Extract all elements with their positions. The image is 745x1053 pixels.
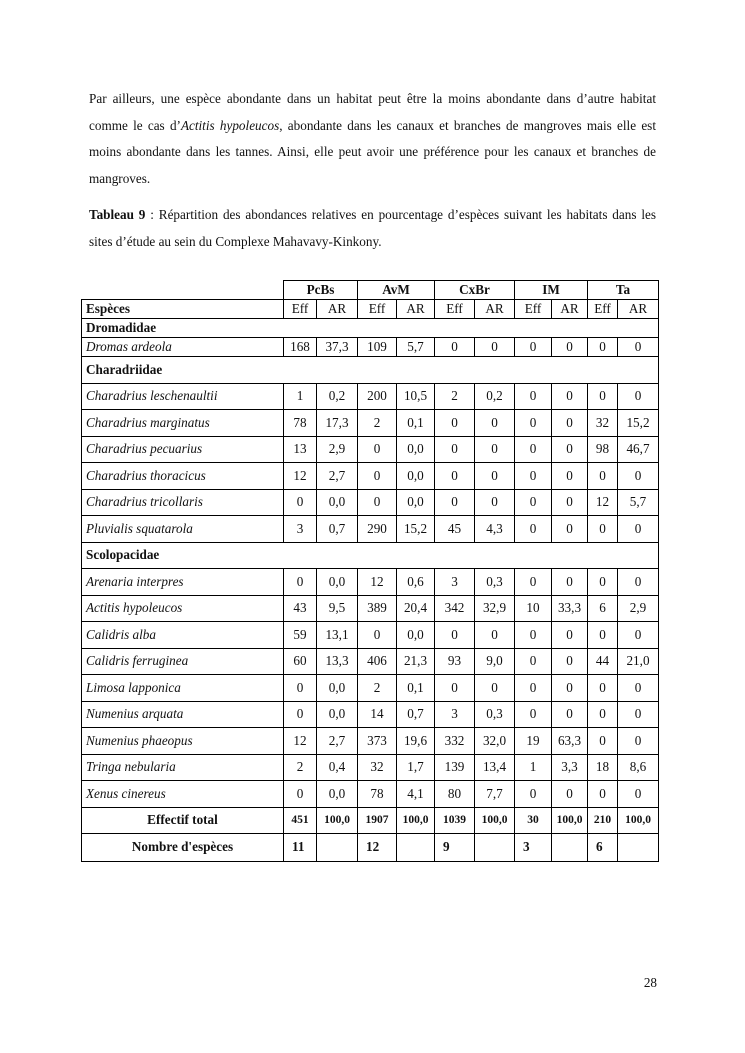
species-name: Limosa lapponica xyxy=(82,675,284,702)
ar-value: 0 xyxy=(552,781,588,808)
page-number: 28 xyxy=(643,975,657,990)
eff-value: 332 xyxy=(435,728,475,755)
total-label: Effectif total xyxy=(82,807,284,833)
ar-value: 0 xyxy=(552,383,588,410)
total-eff-value: 1907 xyxy=(358,807,397,833)
ar-value: 0,7 xyxy=(317,516,358,543)
species-name: Dromas ardeola xyxy=(82,338,284,357)
species-name: Charadrius leschenaultii xyxy=(82,383,284,410)
ar-value: 0,0 xyxy=(397,436,435,463)
eff-value: 45 xyxy=(435,516,475,543)
eff-value: 200 xyxy=(358,383,397,410)
eff-value: 0 xyxy=(435,338,475,357)
ar-value: 32,9 xyxy=(475,595,515,622)
ar-value: 0,3 xyxy=(475,569,515,596)
eff-value: 2 xyxy=(358,410,397,437)
species-count-value xyxy=(552,833,588,861)
ar-value: 0 xyxy=(552,463,588,490)
eff-value: 0 xyxy=(588,622,618,649)
intro-text-start: Par ailleurs, une espèce abondante dans un habitat peut être la moins abondante dans d’autre habitat comme le cas d’ xyxy=(89,91,656,133)
eff-value: 2 xyxy=(435,383,475,410)
ar-value: 0,7 xyxy=(397,701,435,728)
ar-value: 0 xyxy=(475,675,515,702)
ar-value: 0,4 xyxy=(317,754,358,781)
ar-value: 0 xyxy=(475,622,515,649)
eff-value: 0 xyxy=(515,569,552,596)
ar-value: 3,3 xyxy=(552,754,588,781)
ar-value: 32,0 xyxy=(475,728,515,755)
eff-value: 19 xyxy=(515,728,552,755)
eff-value: 0 xyxy=(515,675,552,702)
family-row xyxy=(82,319,659,338)
eff-column-header: Eff xyxy=(435,300,475,319)
eff-value: 12 xyxy=(284,728,317,755)
ar-value: 0 xyxy=(552,516,588,543)
eff-value: 13 xyxy=(284,436,317,463)
eff-value: 18 xyxy=(588,754,618,781)
ar-value: 13,1 xyxy=(317,622,358,649)
eff-value: 12 xyxy=(588,489,618,516)
ar-value: 20,4 xyxy=(397,595,435,622)
eff-value: 0 xyxy=(515,781,552,808)
eff-value: 0 xyxy=(515,701,552,728)
eff-value: 78 xyxy=(284,410,317,437)
eff-value: 0 xyxy=(588,569,618,596)
ar-value: 2,7 xyxy=(317,728,358,755)
ar-value: 0 xyxy=(552,436,588,463)
table-row xyxy=(82,463,659,490)
eff-value: 0 xyxy=(515,489,552,516)
eff-value: 109 xyxy=(358,338,397,357)
ar-value: 0 xyxy=(475,436,515,463)
ar-value: 0,1 xyxy=(397,675,435,702)
ar-value: 0 xyxy=(552,701,588,728)
ar-value: 0,3 xyxy=(475,701,515,728)
family-name: Scolopacidae xyxy=(82,542,659,569)
species-name: Arenaria interpres xyxy=(82,569,284,596)
total-eff-value: 210 xyxy=(588,807,618,833)
table-caption xyxy=(89,202,656,255)
eff-value: 93 xyxy=(435,648,475,675)
intro-species-name: Actitis hypoleucos xyxy=(180,117,280,133)
ar-value: 17,3 xyxy=(317,410,358,437)
table-row xyxy=(82,728,659,755)
eff-value: 0 xyxy=(435,622,475,649)
habitat-header-row xyxy=(82,281,659,300)
species-count-value: 11 xyxy=(284,833,317,861)
ar-value: 10,5 xyxy=(397,383,435,410)
species-name: Actitis hypoleucos xyxy=(82,595,284,622)
ar-value: 0 xyxy=(552,338,588,357)
eff-value: 0 xyxy=(515,516,552,543)
eff-value: 0 xyxy=(588,516,618,543)
eff-value: 168 xyxy=(284,338,317,357)
eff-value: 80 xyxy=(435,781,475,808)
species-name: Charadrius thoracicus xyxy=(82,463,284,490)
eff-value: 0 xyxy=(515,463,552,490)
table-body xyxy=(82,281,659,862)
ar-value: 0 xyxy=(618,569,659,596)
eff-value: 0 xyxy=(515,622,552,649)
eff-value: 6 xyxy=(588,595,618,622)
ar-value: 9,5 xyxy=(317,595,358,622)
ar-value: 46,7 xyxy=(618,436,659,463)
eff-value: 0 xyxy=(515,338,552,357)
table-row xyxy=(82,701,659,728)
ar-value: 0 xyxy=(552,410,588,437)
eff-value: 290 xyxy=(358,516,397,543)
ar-value: 15,2 xyxy=(397,516,435,543)
total-ar-value: 100,0 xyxy=(397,807,435,833)
total-eff-value: 451 xyxy=(284,807,317,833)
eff-value: 0 xyxy=(284,781,317,808)
ar-value: 0,0 xyxy=(317,569,358,596)
ar-value: 4,3 xyxy=(475,516,515,543)
eff-value: 43 xyxy=(284,595,317,622)
ar-value: 0,2 xyxy=(475,383,515,410)
table-row xyxy=(82,622,659,649)
eff-value: 0 xyxy=(588,463,618,490)
eff-value: 2 xyxy=(358,675,397,702)
habitat-header: IM xyxy=(515,281,588,300)
eff-value: 32 xyxy=(358,754,397,781)
species-count-value: 9 xyxy=(435,833,475,861)
eff-value: 14 xyxy=(358,701,397,728)
eff-value: 0 xyxy=(284,489,317,516)
eff-value: 0 xyxy=(588,338,618,357)
table-row xyxy=(82,595,659,622)
ar-value: 0 xyxy=(618,622,659,649)
ar-value: 0 xyxy=(552,648,588,675)
eff-value: 0 xyxy=(284,675,317,702)
eff-value: 0 xyxy=(284,701,317,728)
ar-value: 5,7 xyxy=(397,338,435,357)
species-count-value: 12 xyxy=(358,833,397,861)
eff-value: 0 xyxy=(284,569,317,596)
species-column-header: Espèces xyxy=(82,300,284,319)
eff-value: 60 xyxy=(284,648,317,675)
ar-value: 33,3 xyxy=(552,595,588,622)
family-row xyxy=(82,357,659,384)
total-ar-value: 100,0 xyxy=(475,807,515,833)
ar-value: 37,3 xyxy=(317,338,358,357)
eff-value: 78 xyxy=(358,781,397,808)
species-name: Numenius phaeopus xyxy=(82,728,284,755)
species-name: Charadrius marginatus xyxy=(82,410,284,437)
eff-value: 0 xyxy=(515,410,552,437)
ar-value: 0 xyxy=(618,383,659,410)
eff-value: 406 xyxy=(358,648,397,675)
species-count-value xyxy=(397,833,435,861)
ar-value: 0,1 xyxy=(397,410,435,437)
family-row xyxy=(82,542,659,569)
ar-value: 0 xyxy=(475,463,515,490)
eff-value: 0 xyxy=(588,701,618,728)
total-eff-value: 30 xyxy=(515,807,552,833)
ar-value: 13,4 xyxy=(475,754,515,781)
ar-value: 0,2 xyxy=(317,383,358,410)
table-row xyxy=(82,489,659,516)
eff-value: 32 xyxy=(588,410,618,437)
eff-value: 0 xyxy=(515,648,552,675)
header-blank-cell xyxy=(82,281,284,300)
ar-value: 0,0 xyxy=(397,622,435,649)
habitat-header: AvM xyxy=(358,281,435,300)
ar-value: 0 xyxy=(618,338,659,357)
ar-column-header: AR xyxy=(552,300,588,319)
ar-value: 0,0 xyxy=(317,489,358,516)
total-ar-value: 100,0 xyxy=(618,807,659,833)
eff-value: 10 xyxy=(515,595,552,622)
eff-value: 0 xyxy=(358,436,397,463)
ar-value: 0,0 xyxy=(397,463,435,490)
eff-value: 0 xyxy=(358,489,397,516)
eff-value: 0 xyxy=(515,436,552,463)
table-caption-label: Tableau 9 xyxy=(89,207,146,222)
species-count-value xyxy=(475,833,515,861)
eff-value: 59 xyxy=(284,622,317,649)
ar-value: 21,3 xyxy=(397,648,435,675)
ar-value: 0 xyxy=(618,728,659,755)
intro-text-end: , abondante dans les canaux et branches de mangroves mais elle est moins abondante dans les tannes. Ainsi, elle peut avoir une préférence pour les canaux et branches de mangroves. xyxy=(89,117,656,186)
ar-value: 0 xyxy=(552,489,588,516)
ar-value: 0,0 xyxy=(317,675,358,702)
species-count-label: Nombre d'espèces xyxy=(82,833,284,861)
intro-paragraph xyxy=(89,86,656,192)
ar-value: 7,7 xyxy=(475,781,515,808)
eff-value: 0 xyxy=(435,436,475,463)
ar-value: 63,3 xyxy=(552,728,588,755)
table-row xyxy=(82,516,659,543)
ar-value: 0 xyxy=(618,701,659,728)
eff-value: 0 xyxy=(358,463,397,490)
ar-value: 2,7 xyxy=(317,463,358,490)
ar-column-header: AR xyxy=(397,300,435,319)
ar-value: 0 xyxy=(618,516,659,543)
species-name: Xenus cinereus xyxy=(82,781,284,808)
ar-column-header: AR xyxy=(618,300,659,319)
table-row xyxy=(82,338,659,357)
ar-value: 0 xyxy=(552,622,588,649)
ar-value: 0,0 xyxy=(397,489,435,516)
species-name: Pluvialis squatarola xyxy=(82,516,284,543)
ar-value: 0 xyxy=(475,410,515,437)
ar-value: 0 xyxy=(618,463,659,490)
ar-value: 0 xyxy=(618,781,659,808)
table-row xyxy=(82,781,659,808)
eff-value: 389 xyxy=(358,595,397,622)
total-ar-value: 100,0 xyxy=(317,807,358,833)
habitat-header: PcBs xyxy=(284,281,358,300)
eff-value: 342 xyxy=(435,595,475,622)
total-eff-value: 1039 xyxy=(435,807,475,833)
eff-value: 0 xyxy=(435,489,475,516)
eff-column-header: Eff xyxy=(588,300,618,319)
ar-value: 0 xyxy=(552,569,588,596)
eff-value: 373 xyxy=(358,728,397,755)
family-name: Charadriidae xyxy=(82,357,659,384)
table-row xyxy=(82,569,659,596)
ar-value: 0 xyxy=(475,338,515,357)
ar-value: 13,3 xyxy=(317,648,358,675)
ar-value: 5,7 xyxy=(618,489,659,516)
eff-column-header: Eff xyxy=(284,300,317,319)
column-header-row xyxy=(82,300,659,319)
ar-value: 9,0 xyxy=(475,648,515,675)
ar-value: 0,6 xyxy=(397,569,435,596)
eff-value: 12 xyxy=(358,569,397,596)
eff-value: 3 xyxy=(435,701,475,728)
species-count-value xyxy=(618,833,659,861)
ar-value: 19,6 xyxy=(397,728,435,755)
species-count-row xyxy=(82,833,659,861)
species-name: Charadrius tricollaris xyxy=(82,489,284,516)
eff-value: 0 xyxy=(588,675,618,702)
abundance-table xyxy=(81,280,659,862)
ar-value: 0 xyxy=(475,489,515,516)
table-caption-text: : Répartition des abondances relatives en pourcentage d’espèces suivant les habitats dans les sites d’étude au sein du Complexe Mahavavy-Kinkony. xyxy=(89,207,656,249)
eff-value: 0 xyxy=(435,410,475,437)
eff-value: 0 xyxy=(515,383,552,410)
ar-value: 0,0 xyxy=(317,781,358,808)
ar-value: 21,0 xyxy=(618,648,659,675)
eff-value: 3 xyxy=(284,516,317,543)
eff-value: 0 xyxy=(358,622,397,649)
table-row xyxy=(82,648,659,675)
eff-value: 0 xyxy=(435,463,475,490)
total-ar-value: 100,0 xyxy=(552,807,588,833)
species-count-value: 6 xyxy=(588,833,618,861)
table-row xyxy=(82,410,659,437)
habitat-header: CxBr xyxy=(435,281,515,300)
eff-value: 2 xyxy=(284,754,317,781)
eff-value: 0 xyxy=(435,675,475,702)
ar-value: 8,6 xyxy=(618,754,659,781)
species-name: Calidris ferruginea xyxy=(82,648,284,675)
species-name: Charadrius pecuarius xyxy=(82,436,284,463)
table-row xyxy=(82,383,659,410)
ar-column-header: AR xyxy=(317,300,358,319)
habitat-header: Ta xyxy=(588,281,659,300)
ar-value: 1,7 xyxy=(397,754,435,781)
ar-value: 0,0 xyxy=(317,701,358,728)
ar-value: 15,2 xyxy=(618,410,659,437)
eff-value: 0 xyxy=(588,728,618,755)
eff-value: 12 xyxy=(284,463,317,490)
eff-value: 1 xyxy=(515,754,552,781)
species-name: Tringa nebularia xyxy=(82,754,284,781)
eff-value: 0 xyxy=(588,383,618,410)
ar-column-header: AR xyxy=(475,300,515,319)
species-name: Numenius arquata xyxy=(82,701,284,728)
ar-value: 0 xyxy=(552,675,588,702)
eff-value: 139 xyxy=(435,754,475,781)
eff-value: 44 xyxy=(588,648,618,675)
eff-column-header: Eff xyxy=(358,300,397,319)
species-count-value: 3 xyxy=(515,833,552,861)
species-count-value xyxy=(317,833,358,861)
table-row xyxy=(82,436,659,463)
species-name: Calidris alba xyxy=(82,622,284,649)
ar-value: 2,9 xyxy=(317,436,358,463)
ar-value: 4,1 xyxy=(397,781,435,808)
eff-value: 1 xyxy=(284,383,317,410)
table-row xyxy=(82,675,659,702)
total-row xyxy=(82,807,659,833)
family-name: Dromadidae xyxy=(82,319,659,338)
table-row xyxy=(82,754,659,781)
eff-column-header: Eff xyxy=(515,300,552,319)
eff-value: 3 xyxy=(435,569,475,596)
eff-value: 98 xyxy=(588,436,618,463)
ar-value: 2,9 xyxy=(618,595,659,622)
ar-value: 0 xyxy=(618,675,659,702)
eff-value: 0 xyxy=(588,781,618,808)
